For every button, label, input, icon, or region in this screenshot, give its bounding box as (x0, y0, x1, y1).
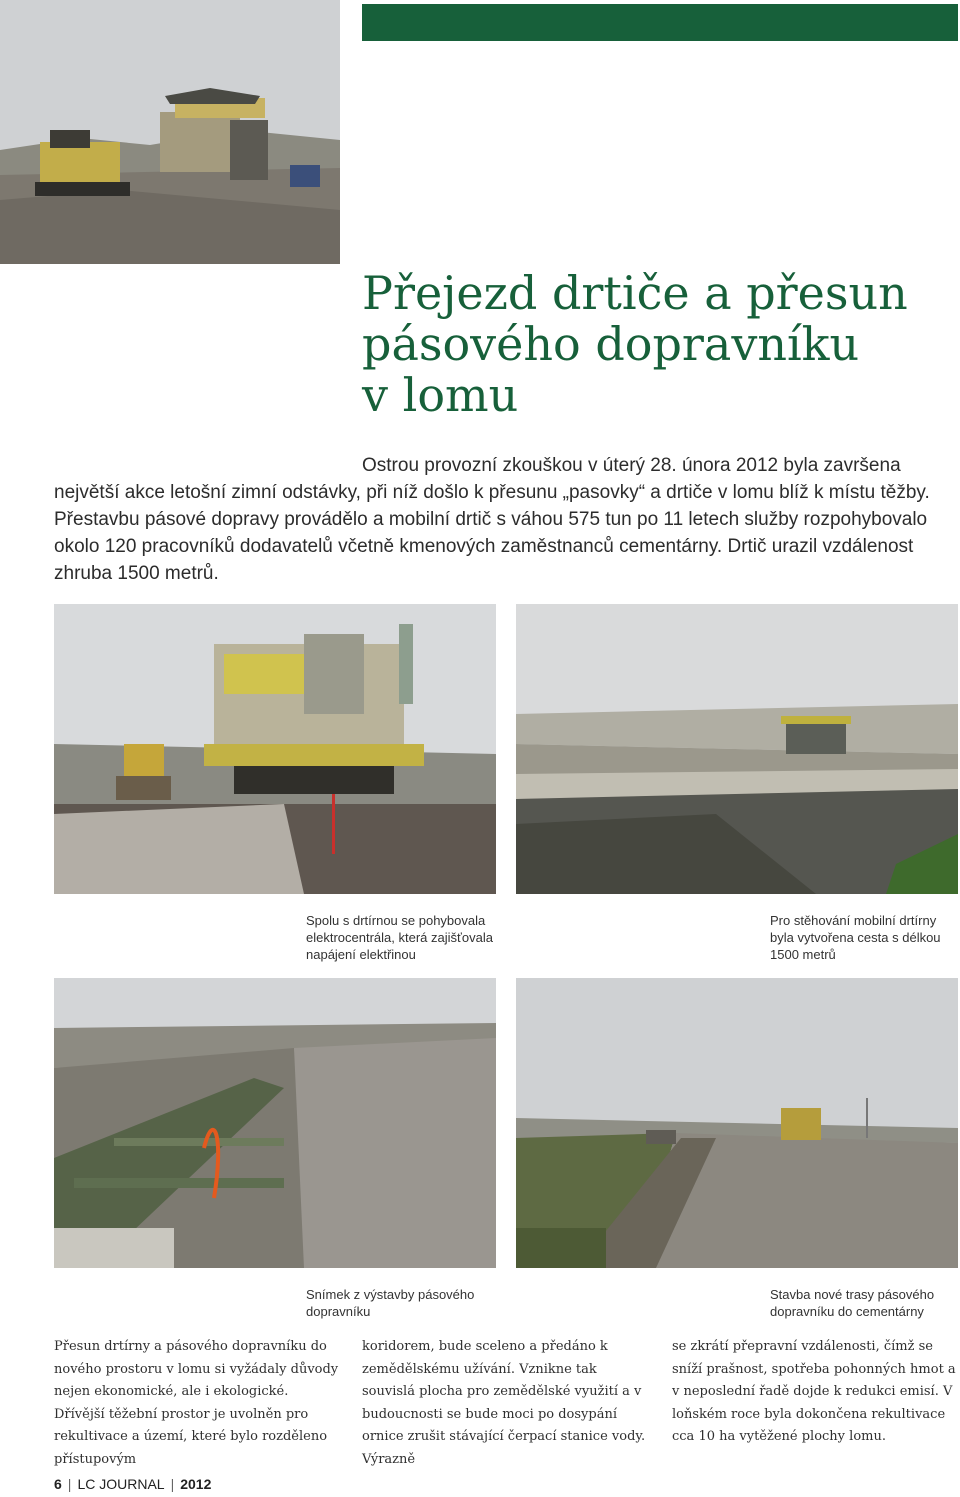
title-line: v lomu (362, 368, 519, 422)
header-bar (362, 4, 958, 41)
page-number: 6 (54, 1476, 62, 1492)
page-footer: 6 | LC JOURNAL | 2012 (54, 1476, 212, 1492)
photo-conveyor-construction (54, 978, 496, 1268)
photo-quarry-crusher (0, 0, 340, 264)
caption-transport-road: Pro stěhování mobilní drtírny byla vytvořena cesta s délkou 1500 metrů (770, 913, 941, 962)
journal-year: 2012 (180, 1476, 212, 1492)
photo-crusher-move (54, 604, 496, 894)
article-lead: Ostrou provozní zkouškou v úterý 28. února 2012 byla završena největší akce letošní zimní odstávky, při níž došlo k přesunu „pasovky“ a drtiče v lomu blíž k místu těžby. Přestavbu pásové dopravy provádělo a mobilní drtič s váhou 575 tun po 11 letech služby rozpohybovalo okolo 120 pracovníků dodavatelů včetně kmenových zaměstnanců cementárny. Drtič urazil vzdálenost zhruba 1500 metrů. (54, 455, 930, 584)
photo-transport-road (516, 604, 958, 894)
caption-crusher-move: Spolu s drtírnou se pohybovala elektrocentrála, která zajišťovala napájení elektřinou (306, 913, 493, 962)
title-line: pásového dopravníku (362, 317, 860, 371)
photo-new-conveyor-route (516, 978, 958, 1268)
body-column-3: se zkrátí přepravní vzdálenosti, čímž se sníží prašnost, spotřeba pohonných hmot a v neposlední řadě dojde k redukci emisí. V loňském roce byla dokončena rekultivace cca 10 ha vytěžené plochy lomu. (672, 1339, 956, 1445)
title-line: Přejezd drtiče a přesun (362, 266, 908, 320)
body-column-2: koridorem, bude sceleno a předáno k zemědělskému užívání. Vznikne tak souvislá plocha pro zemědělské využití a v budoucnosti se bude moci po dosypání ornice zrušit stávající čerpací stanice vody. Výrazně (362, 1339, 646, 1467)
body-column-1: Přesun drtírny a pásového dopravníku do nového prostoru v lomu si vyžádaly důvody nejen ekonomické, ale i ekologické. Dřívější těžební prostor je uvolněn pro rekultivace a území, které bylo rozděleno přístupovým (54, 1339, 339, 1467)
caption-new-conveyor-route: Stavba nové trasy pásového dopravníku do cementárny (770, 1287, 935, 1319)
journal-name: LC JOURNAL (77, 1476, 165, 1492)
article-title (362, 268, 952, 421)
caption-conveyor-construction: Snímek z výstavby pásového dopravníku (306, 1287, 475, 1319)
